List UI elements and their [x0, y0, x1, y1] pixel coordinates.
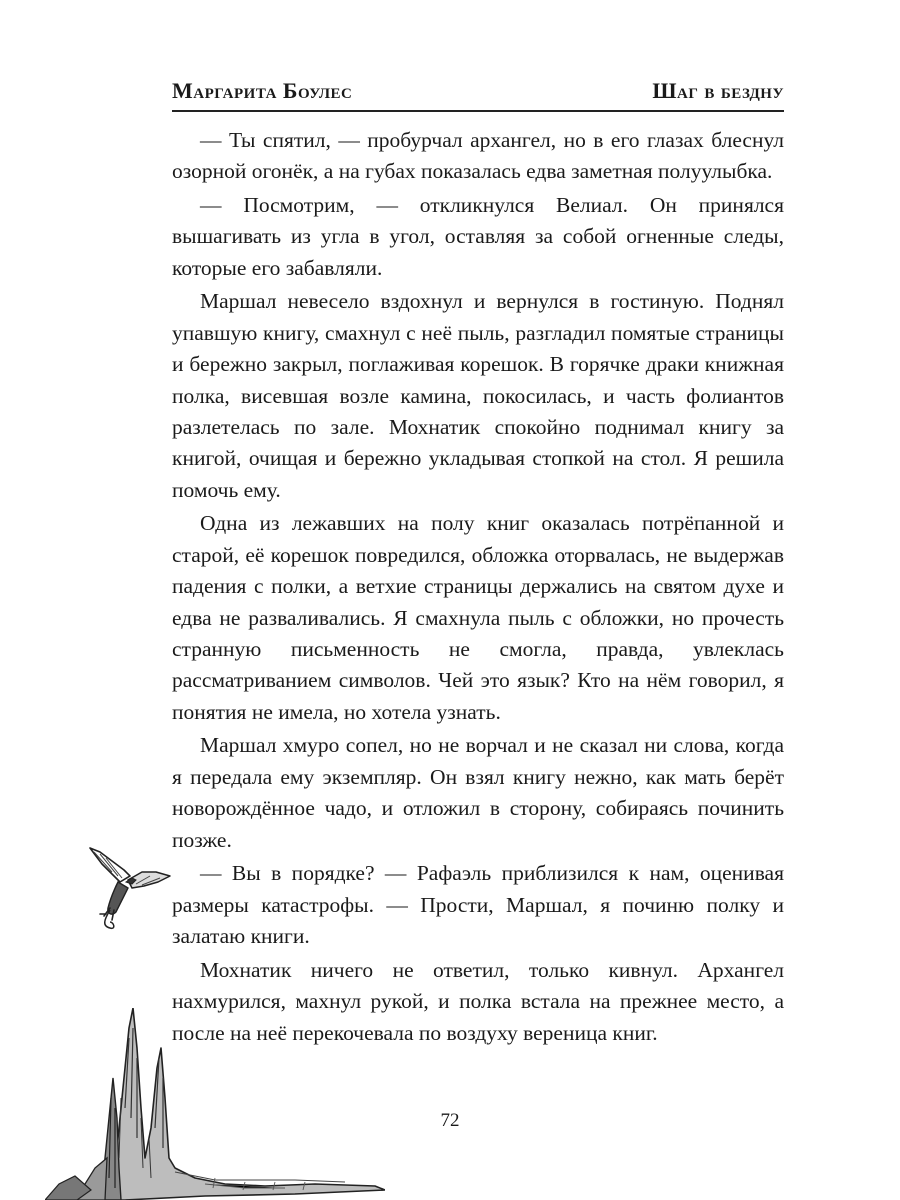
mountain-illustration: [45, 1008, 385, 1200]
paragraph: Маршал невесело вздохнул и вернулся в гостиную. Поднял упавшую книгу, смахнул с неё пыль, разгладил помятые страницы и бережно закрыл, поглаживая корешок. В горячке драки книжная полка, висевшая возле камина, покосилась, и часть фолиантов разлетелась по зале. Мохнатик спокойно поднимал книгу за книгой, очищая и бережно укладывая стопкой на стол. Я решила помочь ему.: [172, 289, 784, 502]
header-book-title: Шаг в бездну: [652, 78, 784, 103]
header-author: Маргарита Боулес: [172, 78, 353, 103]
paragraph: — Ты спятил, — пробурчал архангел, но в его глазах блеснул озорной огонёк, а на губах показалась едва заметная полуулыбка.: [172, 128, 784, 184]
paragraph: — Посмотрим, — откликнулся Велиал. Он принялся вышагивать из угла в угол, оставляя за собой огненные следы, которые его забавляли.: [172, 193, 784, 280]
paragraph: — Вы в порядке? — Рафаэль приблизился к нам, оценивая размеры катастрофы. — Прости, Маршал, я починю полку и залатаю книги.: [172, 861, 784, 949]
running-header: [172, 78, 784, 112]
paragraph: Одна из лежавших на полу книг оказалась потрёпанной и старой, её корешок повредился, обложка оторвалась, не выдержав падения с полки, а ветхие страницы держались на святом духе и едва не разваливались. Я смахнула пыль с обложки, но прочесть странную письменность не смогла, правда, увлеклась рассматриванием символов. Чей это язык? Кто на нём говорил, я понятия не имела, но хотела узнать.: [172, 511, 784, 724]
paragraph: Мохнатик ничего не ответил, только кивнул. Архангел нахмурился, махнул рукой, и полка встала на прежнее место, а после на неё перекочевала по воздуху вереница книг.: [172, 957, 784, 1045]
dragon-icon: [80, 842, 175, 932]
page-number: 72: [440, 1110, 460, 1131]
body-text: [172, 125, 784, 1051]
paragraph: Маршал хмуро сопел, но не ворчал и не сказал ни слова, когда я передала ему экземпляр. Он взял книгу нежно, как мать берёт новорождённое чадо, и отложил в сторону, собираясь починить позже.: [172, 733, 784, 852]
